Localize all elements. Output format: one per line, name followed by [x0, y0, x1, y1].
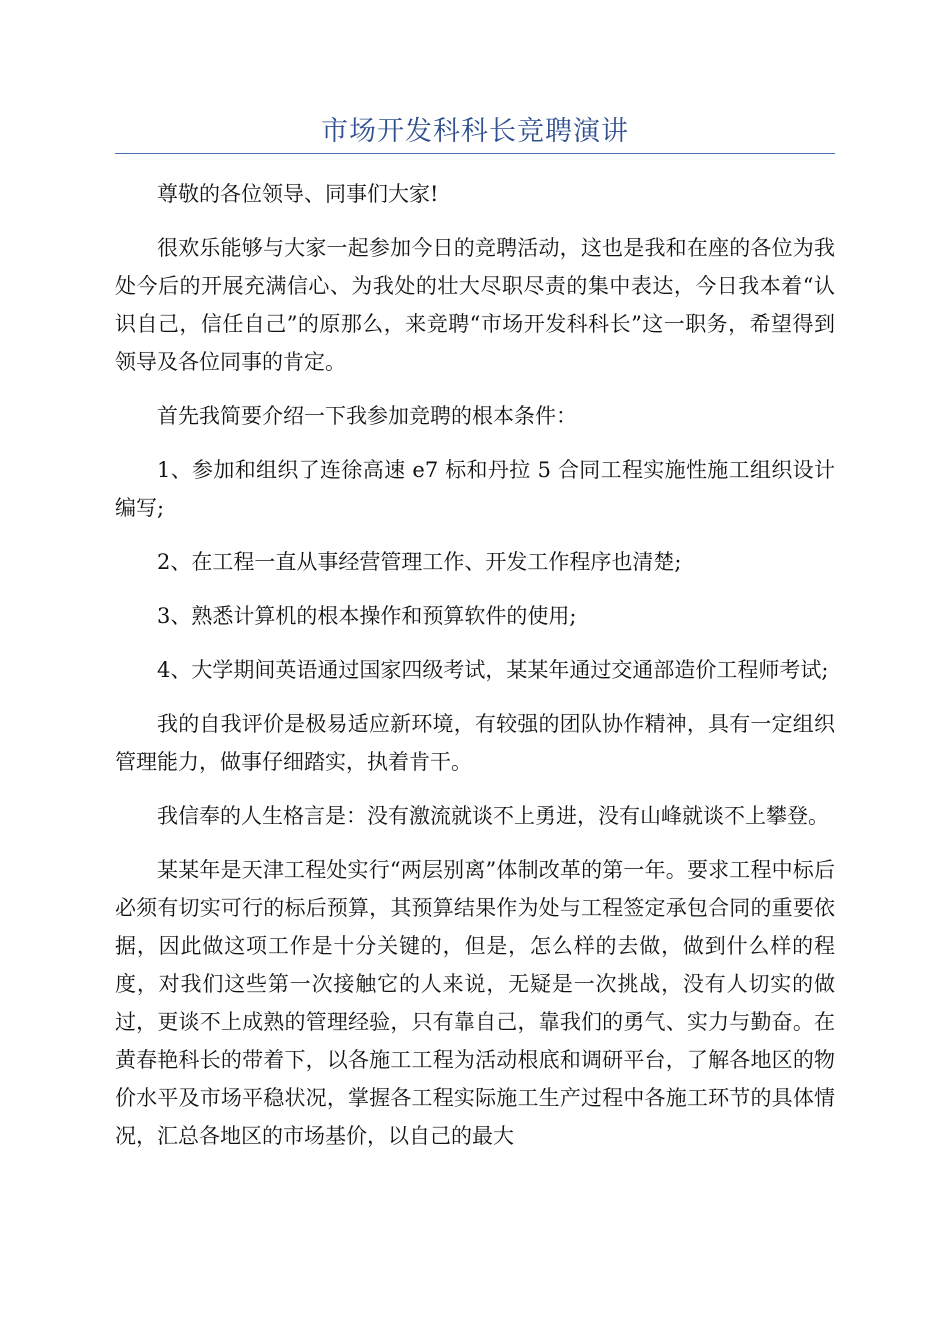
title-underline-divider: [115, 153, 835, 154]
paragraph-condition-4: 4、大学期间英语通过国家四级考试，某某年通过交通部造价工程师考试;: [157, 658, 829, 682]
document-body: [115, 175, 835, 1171]
paragraph-condition-1: 1、参加和组织了连徐高速 e7 标和丹拉 5 合同工程实施性施工组织设计编写;: [115, 458, 835, 520]
paragraph-experience: 某某年是天津工程处实行“两层别离”体制改革的第一年。要求工程中标后必须有切实可行的标后预算，其预算结果作为处与工程签定承包合同的重要依据，因此做这项工作是十分关键的，但是，怎么样的去做，做到什么样的程度，对我们这些第一次接触它的人来说，无疑是一次挑战，没有人切实的做过，更谈不上成熟的管理经验，只有靠自己，靠我们的勇气、实力与勤奋。在黄春艳科长的带着下，以各施工工程为活动根底和调研平台，了解各地区的物价水平及市场平稳状况，掌握各工程实际施工生产过程中各施工环节的具体情况，汇总各地区的市场基价，以自己的最大: [115, 858, 835, 1148]
paragraph-intro: 很欢乐能够与大家一起参加今日的竞聘活动，这也是我和在座的各位为我处今后的开展充满信心、为我处的壮大尽职尽责的集中表达，今日我本着“认识自己，信任自己”的原那么，来竞聘“市场开发科科长”这一职务，希望得到领导及各位同事的肯定。: [115, 236, 835, 374]
paragraph-condition-3: 3、熟悉计算机的根本操作和预算软件的使用;: [157, 604, 577, 628]
paragraph-conditions-heading: 首先我简要介绍一下我参加竞聘的根本条件：: [157, 404, 577, 428]
paragraph-motto: 我信奉的人生格言是：没有激流就谈不上勇进，没有山峰就谈不上攀登。: [157, 804, 829, 828]
paragraph-greeting: 尊敬的各位领导、同事们大家!: [157, 182, 439, 206]
document-title: 市场开发科科长竞聘演讲: [321, 116, 629, 147]
paragraph-self-evaluation: 我的自我评价是极易适应新环境，有较强的团队协作精神，具有一定组织管理能力，做事仔细踏实，执着肯干。: [115, 712, 835, 774]
paragraph-condition-2: 2、在工程一直从事经营管理工作、开发工作程序也清楚;: [157, 550, 682, 574]
